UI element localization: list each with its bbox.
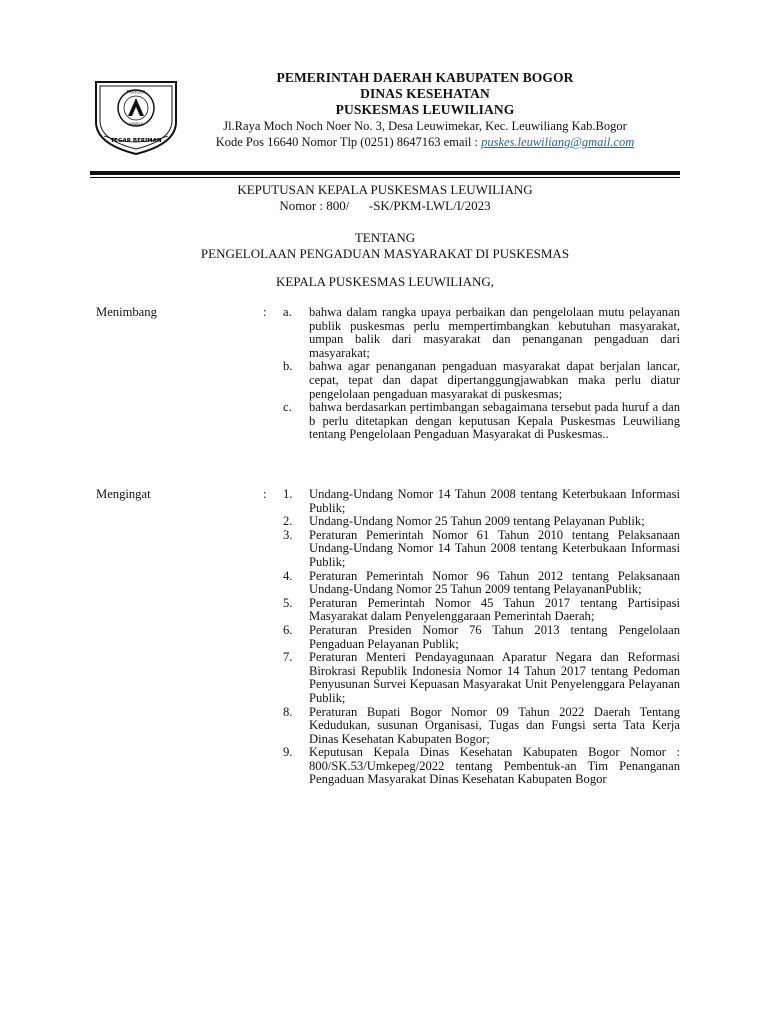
menimbang-section — [96, 306, 680, 476]
svg-text:TEGAR BERIMAN: TEGAR BERIMAN — [110, 138, 162, 144]
email-link[interactable]: puskes.leuwiliang@gmail.com — [481, 135, 635, 149]
item-marker: b. — [283, 359, 293, 374]
mengingat-item — [283, 515, 680, 529]
menimbang-label: Menimbang — [96, 305, 157, 319]
mengingat-item — [283, 488, 680, 515]
mengingat-item — [283, 529, 680, 570]
menimbang-colon: : — [263, 305, 267, 319]
mengingat-item — [283, 706, 680, 747]
item-text: Peraturan Pemerintah Nomor 61 Tahun 2010 tentang Pelaksanaan Undang-Undang Nomor 14 Tahun 2008 tentang Keterbukaan Informasi Publik; — [309, 527, 680, 569]
menimbang-item — [283, 360, 680, 401]
item-text: Peraturan Pemerintah Nomor 45 Tahun 2017 tentang Partisipasi Masyarakat dalam Penyelenggaraan Pemerintah Daerah; — [309, 595, 680, 624]
mengingat-item — [283, 570, 680, 597]
tentang-label: TENTANG — [354, 230, 416, 245]
mengingat-colon: : — [263, 487, 267, 501]
bogor-regency-logo — [90, 78, 182, 158]
mengingat-item — [283, 624, 680, 651]
item-text: Peraturan Menteri Pendayagunaan Aparatur Negara dan Reformasi Birokrasi Republik Indonesia Nomor 14 Tahun 2017 tentang Pedoman Penyusunan Survei Kepuasan Masyarakat Unit Penyelenggara Pelayanan Publik; — [309, 650, 680, 705]
item-marker: 4. — [283, 568, 293, 583]
item-text: Peraturan Pemerintah Nomor 96 Tahun 2012 tentang Pelaksanaan Undang-Undang Nomor 25 Tahun 2009 tentang PelayananPublik; — [309, 568, 680, 597]
svg-text:PRAYOGA: PRAYOGA — [126, 89, 146, 95]
decree-authority: KEPALA PUSKESMAS LEUWILIANG, — [275, 274, 494, 289]
letterhead-divider-thin — [90, 177, 680, 178]
item-marker: 7. — [283, 650, 293, 665]
item-marker: 1. — [283, 487, 293, 501]
menimbang-list — [283, 306, 680, 442]
item-marker: 5. — [283, 595, 293, 610]
mengingat-item — [283, 651, 680, 705]
mengingat-section — [96, 488, 680, 858]
svg-text:SAWALA: SAWALA — [128, 122, 144, 126]
item-text: bahwa berdasarkan pertimbangan sebagaimana tersebut pada huruf a dan b perlu ditetapkan dengan keputusan Kepala Puskesmas Leuwiliang tentang Pengelolaan Pengaduan Masyarakat di Puskesmas.. — [309, 400, 680, 442]
letterhead-divider-thick — [90, 171, 680, 175]
letterhead-agency: DINAS KESEHATAN — [360, 86, 490, 101]
decree-number: Nomor : 800/ -SK/PKM-LWL/I/2023 — [279, 198, 491, 213]
letterhead — [190, 70, 660, 150]
item-text: Keputusan Kepala Dinas Kesehatan Kabupaten Bogor Nomor : 800/SK.53/Umkepeg/2022 tentang Pembentuk-an Tim Penanganan Pengaduan Masyarakat Dinas Kesehatan Kabupaten Bogor — [309, 745, 680, 787]
item-marker: 2. — [283, 514, 293, 529]
item-marker: a. — [283, 305, 292, 319]
letterhead-government: PEMERINTAH DAERAH KABUPATEN BOGOR — [276, 70, 574, 85]
item-marker: 6. — [283, 622, 293, 637]
item-text: bahwa dalam rangka upaya perbaikan dan pengelolaan mutu pelayanan publik puskesmas perlu mempertimbangkan kebutuhan masyarakat, umpan balik dari masyarakat dan penanganan pengaduan dari masyarakat; — [309, 305, 680, 360]
mengingat-label: Mengingat — [96, 487, 151, 501]
item-marker: 3. — [283, 527, 293, 542]
letterhead-address: Jl.Raya Moch Noch Noer No. 3, Desa Leuwimekar, Kec. Leuwiliang Kab.Bogor — [223, 119, 627, 133]
item-text: Peraturan Bupati Bogor Nomor 09 Tahun 2022 Daerah Tentang Kedudukan, susunan Organisasi, Tugas dan Fungsi serta Tata Kerja Dinas Kesehatan Kabupaten Bogor; — [309, 704, 680, 746]
item-text: Undang-Undang Nomor 14 Tahun 2008 tentang Keterbukaan Informasi Publik; — [309, 487, 680, 515]
mengingat-item — [283, 597, 680, 624]
decree-subject: PENGELOLAAN PENGADUAN MASYARAKAT DI PUSKESMAS — [200, 246, 570, 261]
item-text: Undang-Undang Nomor 25 Tahun 2009 tentang Pelayanan Publik; — [309, 514, 645, 529]
mengingat-list — [283, 488, 680, 787]
decree-heading: KEPUTUSAN KEPALA PUSKESMAS LEUWILIANG — [237, 182, 533, 197]
item-text: bahwa agar penanganan pengaduan masyarakat dapat berjalan lancar, cepat, tepat dan dapat dipertanggungjawabkan maka perlu diatur pengelolaan pengaduan masyarakat di puskesmas; — [309, 359, 680, 401]
menimbang-item — [283, 401, 680, 442]
item-marker: 9. — [283, 745, 293, 760]
letterhead-institution: PUSKESMAS LEUWILIANG — [335, 102, 515, 117]
letterhead-contact — [190, 134, 660, 150]
contact-text: Kode Pos 16640 Nomor Tlp (0251) 8647163 email : — [215, 135, 482, 149]
item-marker: 8. — [283, 704, 293, 719]
menimbang-item — [283, 306, 680, 360]
mengingat-item — [283, 746, 680, 787]
item-marker: c. — [283, 400, 292, 415]
item-text: Peraturan Presiden Nomor 76 Tahun 2013 tentang Pengelolaan Pengaduan Pelayanan Publik; — [309, 622, 680, 651]
